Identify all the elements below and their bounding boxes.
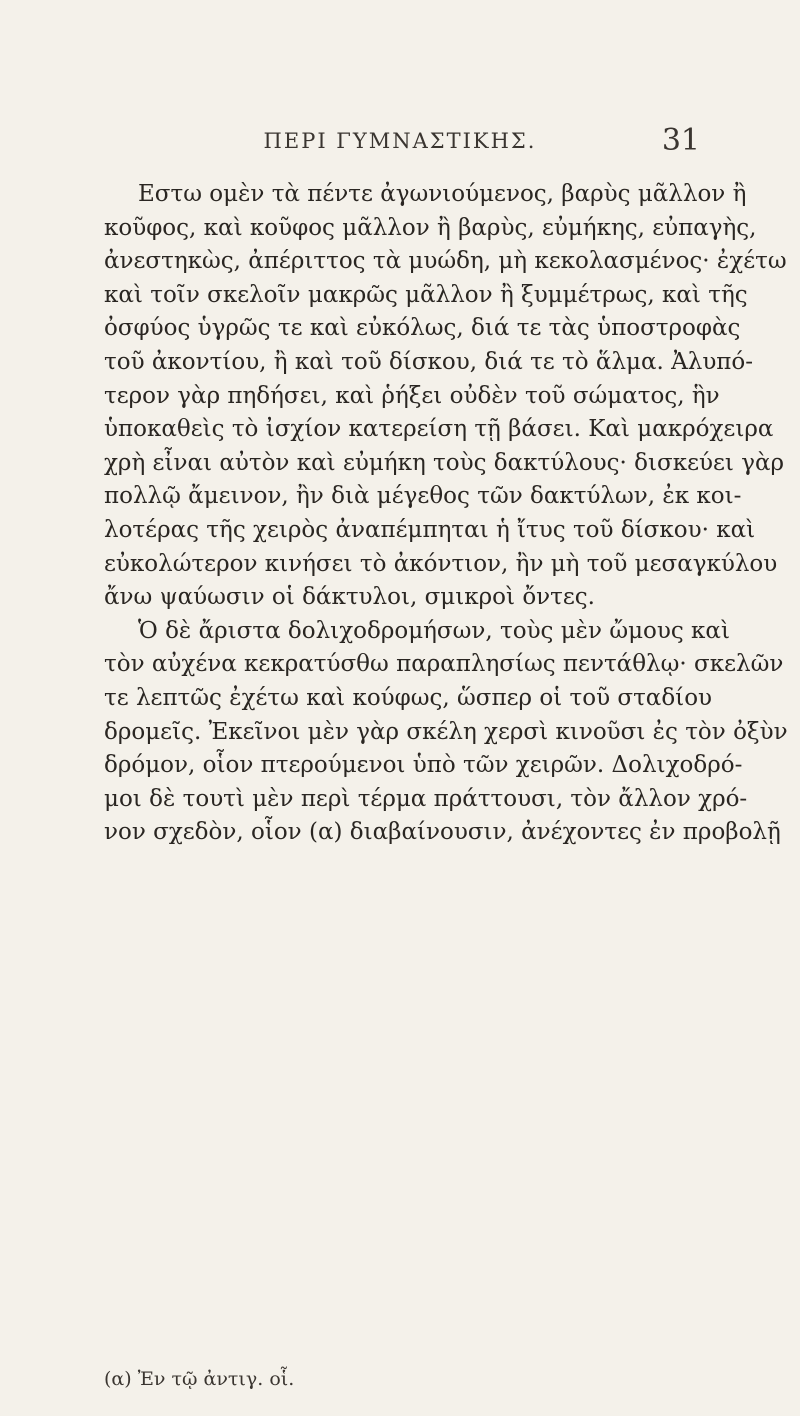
- text-line: μοι δὲ τουτὶ μὲν περὶ τέρμα πράττουσι, τὸν ἄλλον χρό-: [104, 785, 748, 812]
- text-line: εὐκολώτερον κινήσει τὸ ἀκόντιον, ἢν μὴ τοῦ μεσαγκύλου: [104, 550, 778, 577]
- text-line: χρὴ εἶναι αὐτὸν καὶ εὐμήκη τοὺς δακτύλους· δισκεύει γὰρ: [104, 449, 785, 476]
- text-line: Εστω ομὲν τὰ πέντε ἀγωνιούμενος, βαρὺς μᾶλλον ἢ: [138, 181, 747, 207]
- text-line: νον σχεδὸν, οἷον (α) διαβαίνουσιν, ἀνέχοντες ἐν προβολῇ: [104, 819, 781, 846]
- text-line: τερον γὰρ πηδήσει, καὶ ῥήξει οὐδὲν τοῦ σώματος, ἣν: [104, 382, 720, 409]
- text-line: τοῦ ἀκοντίου, ἢ καὶ τοῦ δίσκου, διά τε τὸ ἅλμα. Ἀλυπό-: [104, 348, 754, 375]
- text-line: ὀσφύος ὑγρῶς τε καὶ εὐκόλως, διά τε τὰς ὑποστροφὰς: [104, 315, 741, 342]
- text-line: κοῦφος, καὶ κοῦφος μᾶλλον ἢ βαρὺς, εὐμήκης, εὐπαγὴς,: [104, 214, 757, 241]
- text-line: ὑποκαθεὶς τὸ ἰσχίον κατερείση τῇ βάσει. Καὶ μακρόχειρα: [104, 416, 774, 443]
- running-title: ΠΕΡΙ ΓΥΜΝΑΣΤΙΚΗΣ.: [263, 129, 537, 153]
- text-line: ἄνω ψαύωσιν οἱ δάκτυλοι, σμικροὶ ὄντες.: [104, 584, 595, 611]
- running-head: [0, 123, 800, 159]
- text-line: δρομεῖς. Ἐκεῖνοι μὲν γὰρ σκέλη χερσὶ κινοῦσι ἐς τὸν ὀξὺν: [104, 718, 788, 745]
- page-number: 31: [661, 123, 700, 158]
- text-line: τε λεπτῶς ἐχέτω καὶ κούφως, ὥσπερ οἱ τοῦ σταδίου: [104, 684, 713, 711]
- text-line: πολλῷ ἄμεινον, ἢν διὰ μέγεθος τῶν δακτύλων, ἐκ κοι-: [104, 483, 742, 510]
- body-text: [104, 178, 788, 850]
- text-line: λοτέρας τῆς χειρὸς ἀναπέμπηται ἡ ἴτυς τοῦ δίσκου· καὶ: [104, 516, 756, 543]
- text-line: δρόμον, οἷον πτερούμενοι ὑπὸ τῶν χειρῶν. Δολιχοδρό-: [104, 752, 743, 779]
- footnote: (α) Ἐν τῷ ἀντιγ. οἷ.: [104, 1368, 295, 1390]
- text-line: καὶ τοῖν σκελοῖν μακρῶς μᾶλλον ἢ ξυμμέτρως, καὶ τῆς: [104, 281, 748, 308]
- text-line: Ὁ δὲ ἄριστα δολιχοδρομήσων, τοὺς μὲν ὤμους καὶ: [138, 617, 730, 644]
- text-line: ἀνεστηκὼς, ἀπέριττος τὰ μυώδη, μὴ κεκολασμένος· ἐχέτω: [104, 248, 787, 275]
- text-line: τὸν αὐχένα κεκρατύσθω παραπλησίως πεντάθλῳ· σκελῶν: [104, 651, 784, 678]
